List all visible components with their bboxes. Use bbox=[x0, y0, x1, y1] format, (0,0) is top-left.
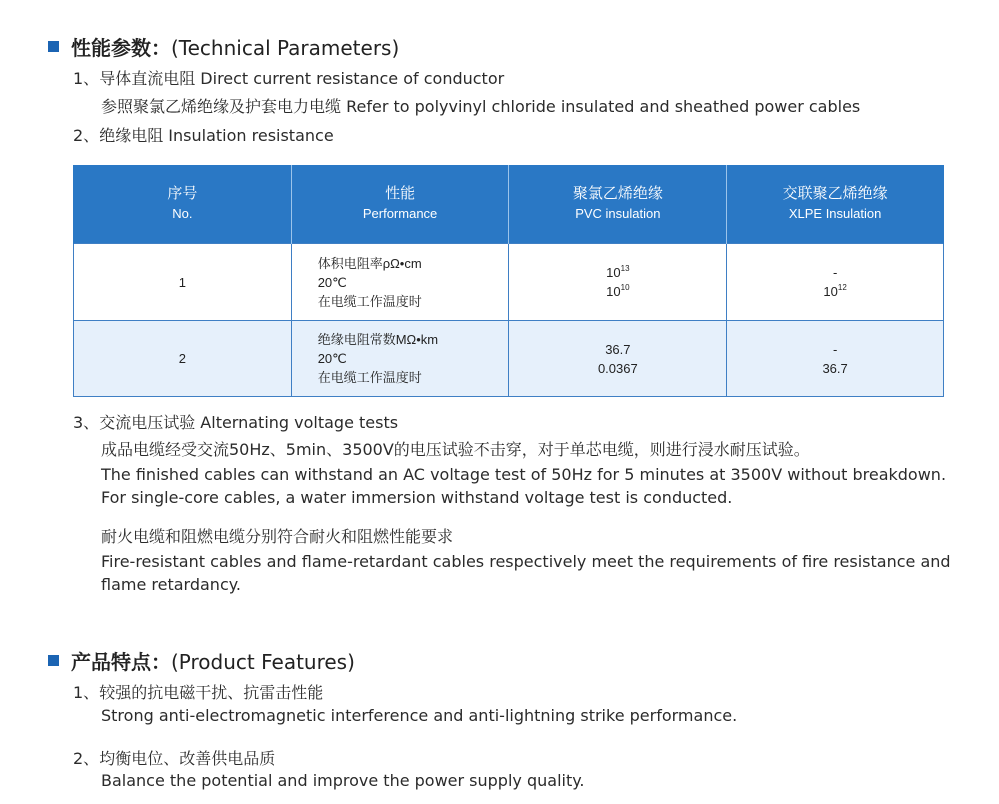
section-product-features-heading bbox=[48, 646, 355, 675]
feature-2-heading: 2、均衡电位、改善供电品质 bbox=[73, 749, 276, 768]
section-title-en: (Technical Parameters) bbox=[171, 36, 400, 60]
cell-performance: 体积电阻率ρΩ•cm 20℃ 在电缆工作温度时 bbox=[291, 244, 509, 321]
cell-pvc: 36.7 0.0367 bbox=[509, 321, 727, 397]
cell-xlpe: - $10^{12}$ bbox=[727, 244, 944, 321]
bullet-square-icon bbox=[48, 41, 59, 52]
item-1-heading: 1、导体直流电阻 Direct current resistance of conductor bbox=[73, 69, 505, 88]
fire-text-cn: 耐火电缆和阻燃电缆分别符合耐火和阻燃性能要求 bbox=[101, 527, 454, 546]
header-no: 序号 No. bbox=[74, 165, 292, 244]
cell-performance: 绝缘电阻常数MΩ•km 20℃ 在电缆工作温度时 bbox=[291, 321, 509, 397]
table-row bbox=[74, 244, 944, 321]
bullet-square-icon bbox=[48, 655, 59, 666]
header-pvc: 聚氯乙烯绝缘 PVC insulation bbox=[509, 165, 727, 244]
header-performance: 性能 Performance bbox=[291, 165, 509, 244]
section-technical-parameters-heading bbox=[48, 32, 399, 61]
table-header-row bbox=[74, 165, 944, 244]
table-row bbox=[74, 321, 944, 397]
item-3-text-en: The finished cables can withstand an AC voltage test of 50Hz for 5 minutes at 3500V without breakdown. For single-core cables, a water immersion withstand voltage test is conducted. bbox=[101, 465, 947, 507]
fire-text-en: Fire-resistant cables and flame-retardant cables respectively meet the requirements of fire resistance and flame retardancy. bbox=[101, 552, 951, 594]
section-title-cn: 产品特点： bbox=[71, 650, 171, 674]
cell-xlpe: - 36.7 bbox=[727, 321, 944, 397]
insulation-resistance-table bbox=[73, 165, 944, 397]
cell-pvc: $10^{13}$ $10^{10}$ bbox=[509, 244, 727, 321]
header-xlpe: 交联聚乙烯绝缘 XLPE Insulation bbox=[727, 165, 944, 244]
feature-1-text: Strong anti-electromagnetic interference and anti-lightning strike performance. bbox=[101, 706, 738, 725]
item-2-heading: 2、绝缘电阻 Insulation resistance bbox=[73, 126, 334, 145]
section-title-en: (Product Features) bbox=[171, 650, 355, 674]
section-title-cn: 性能参数： bbox=[71, 36, 171, 60]
item-1-reference: 参照聚氯乙烯绝缘及护套电力电缆 Refer to polyvinyl chloride insulated and sheathed power cables bbox=[101, 97, 861, 116]
item-3-heading: 3、交流电压试验 Alternating voltage tests bbox=[73, 413, 399, 432]
feature-2-text: Balance the potential and improve the power supply quality. bbox=[101, 771, 585, 790]
cell-no: 2 bbox=[74, 321, 292, 397]
cell-no: 1 bbox=[74, 244, 292, 321]
item-3-text-cn: 成品电缆经受交流50Hz、5min、3500V的电压试验不击穿，对于单芯电缆，则进行浸水耐压试验。 bbox=[101, 440, 810, 459]
feature-1-heading: 1、较强的抗电磁干扰、抗雷击性能 bbox=[73, 683, 324, 702]
